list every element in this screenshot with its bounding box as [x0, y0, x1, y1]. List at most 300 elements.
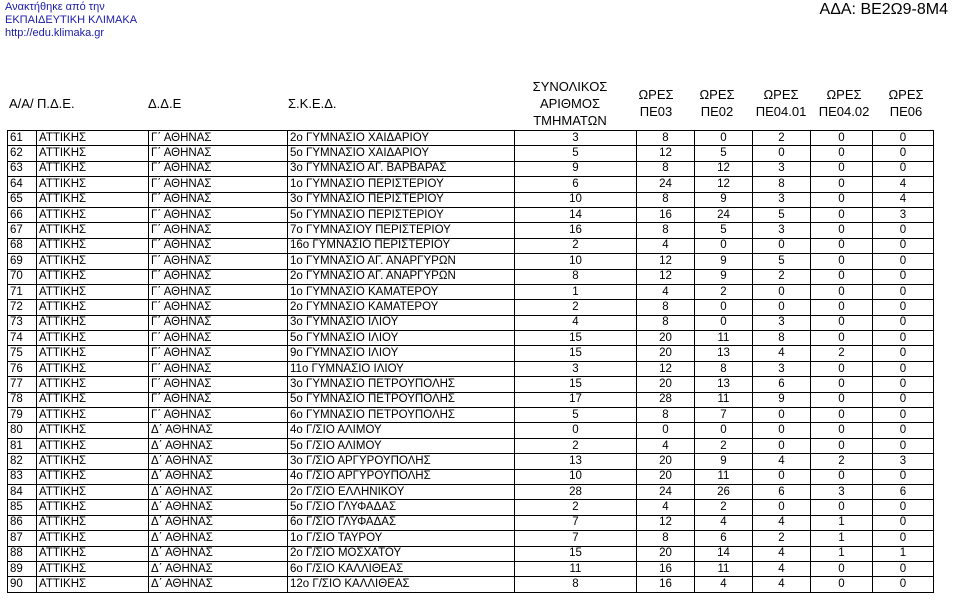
cell-hours-pe02: 9 [695, 269, 753, 284]
cell-row-number: 88 [8, 546, 37, 561]
cell-total-sections: 2 [515, 238, 637, 253]
cell-hours-pe02: 2 [695, 284, 753, 299]
cell-hours-pe0401: 3 [753, 361, 811, 376]
cell-school-name: 2ο Γ/ΣΙΟ ΜΟΣΧΑΤΟΥ [288, 546, 515, 561]
cell-directorate: Γ΄ ΑΘΗΝΑΣ [149, 254, 288, 269]
cell-hours-pe0402: 0 [811, 177, 873, 192]
cell-hours-pe06: 0 [873, 531, 934, 546]
cell-hours-pe0402: 0 [811, 577, 873, 592]
cell-hours-pe02: 2 [695, 438, 753, 453]
cell-row-number: 82 [8, 454, 37, 469]
cell-hours-pe0401: 8 [753, 177, 811, 192]
cell-row-number: 76 [8, 361, 37, 376]
cell-hours-pe06: 6 [873, 484, 934, 499]
cell-hours-pe03: 20 [637, 469, 695, 484]
cell-hours-pe06: 0 [873, 269, 934, 284]
cell-region: ΑΤΤΙΚΗΣ [37, 469, 149, 484]
cell-hours-pe02: 9 [695, 254, 753, 269]
cell-hours-pe0401: 3 [753, 161, 811, 176]
cell-region: ΑΤΤΙΚΗΣ [37, 207, 149, 222]
table-row [8, 238, 934, 253]
cell-hours-pe03: 8 [637, 223, 695, 238]
cell-region: ΑΤΤΙΚΗΣ [37, 269, 149, 284]
cell-region: ΑΤΤΙΚΗΣ [37, 284, 149, 299]
cell-hours-pe0402: 0 [811, 361, 873, 376]
cell-total-sections: 17 [515, 392, 637, 407]
cell-hours-pe02: 11 [695, 331, 753, 346]
cell-region: ΑΤΤΙΚΗΣ [37, 408, 149, 423]
table-row [8, 531, 934, 546]
cell-region: ΑΤΤΙΚΗΣ [37, 161, 149, 176]
cell-region: ΑΤΤΙΚΗΣ [37, 300, 149, 315]
cell-total-sections: 2 [515, 438, 637, 453]
cell-directorate: Γ΄ ΑΘΗΝΑΣ [149, 269, 288, 284]
cell-school-name: 5ο ΓΥΜΝΑΣΙΟ ΠΕΤΡΟΥΠΟΛΗΣ [288, 392, 515, 407]
cell-school-name: 3ο ΓΥΜΝΑΣΙΟ ΙΛΙΟΥ [288, 315, 515, 330]
cell-row-number: 78 [8, 392, 37, 407]
cell-hours-pe0402: 0 [811, 561, 873, 576]
table-row [8, 515, 934, 530]
cell-total-sections: 15 [515, 346, 637, 361]
cell-hours-pe03: 16 [637, 207, 695, 222]
cell-hours-pe06: 4 [873, 177, 934, 192]
cell-hours-pe0401: 0 [753, 500, 811, 515]
cell-total-sections: 10 [515, 254, 637, 269]
table-row [8, 377, 934, 392]
cell-school-name: 2ο ΓΥΜΝΑΣΙΟ ΑΓ. ΑΝΑΡΓΥΡΩΝ [288, 269, 515, 284]
cell-total-sections: 15 [515, 546, 637, 561]
cell-row-number: 89 [8, 561, 37, 576]
cell-hours-pe06: 0 [873, 300, 934, 315]
cell-hours-pe0401: 0 [753, 238, 811, 253]
cell-directorate: Γ΄ ΑΘΗΝΑΣ [149, 131, 288, 146]
cell-total-sections: 0 [515, 423, 637, 438]
cell-school-name: 6ο ΓΥΜΝΑΣΙΟ ΠΕΤΡΟΥΠΟΛΗΣ [288, 408, 515, 423]
header-pe03-label: ΠΕ03 [639, 104, 673, 119]
header-pe02-label: ΠΕ02 [700, 104, 734, 119]
header-hours: ΩΡΕΣ [888, 87, 924, 102]
header-pe0402 [814, 86, 874, 120]
cell-hours-pe03: 8 [637, 315, 695, 330]
cell-hours-pe0401: 0 [753, 300, 811, 315]
cell-hours-pe02: 8 [695, 361, 753, 376]
cell-hours-pe06: 0 [873, 284, 934, 299]
cell-row-number: 81 [8, 438, 37, 453]
cell-school-name: 1ο Γ/ΣΙΟ ΤΑΥΡΟΥ [288, 531, 515, 546]
cell-hours-pe0402: 0 [811, 315, 873, 330]
cell-hours-pe03: 24 [637, 177, 695, 192]
cell-hours-pe0401: 4 [753, 561, 811, 576]
cell-school-name: 6ο Γ/ΣΙΟ ΓΛΥΦΑΔΑΣ [288, 515, 515, 530]
cell-region: ΑΤΤΙΚΗΣ [37, 177, 149, 192]
cell-school-name: 9ο ΓΥΜΝΑΣΙΟ ΙΛΙΟΥ [288, 346, 515, 361]
cell-hours-pe06: 0 [873, 146, 934, 161]
table-row [8, 454, 934, 469]
table-row [8, 161, 934, 176]
header-total [520, 78, 620, 129]
cell-total-sections: 2 [515, 300, 637, 315]
cell-region: ΑΤΤΙΚΗΣ [37, 131, 149, 146]
header-aa: Α/Α/ [9, 96, 34, 111]
cell-school-name: 1ο ΓΥΜΝΑΣΙΟ ΠΕΡΙΣΤΕΡΙΟΥ [288, 177, 515, 192]
cell-hours-pe02: 4 [695, 515, 753, 530]
cell-hours-pe02: 5 [695, 146, 753, 161]
table-row [8, 300, 934, 315]
cell-hours-pe0401: 0 [753, 423, 811, 438]
cell-directorate: Δ΄ ΑΘΗΝΑΣ [149, 546, 288, 561]
cell-hours-pe0402: 0 [811, 223, 873, 238]
cell-region: ΑΤΤΙΚΗΣ [37, 192, 149, 207]
cell-row-number: 62 [8, 146, 37, 161]
watermark [5, 1, 137, 40]
cell-directorate: Γ΄ ΑΘΗΝΑΣ [149, 377, 288, 392]
table-row [8, 577, 934, 592]
table-row [8, 223, 934, 238]
cell-region: ΑΤΤΙΚΗΣ [37, 484, 149, 499]
cell-school-name: 5ο ΓΥΜΝΑΣΙΟ ΧΑΙΔΑΡΙΟΥ [288, 146, 515, 161]
cell-school-name: 11ο ΓΥΜΝΑΣΙΟ ΙΛΙΟΥ [288, 361, 515, 376]
cell-hours-pe0401: 4 [753, 546, 811, 561]
cell-hours-pe0401: 0 [753, 469, 811, 484]
cell-school-name: 3ο ΓΥΜΝΑΣΙΟ ΠΕΤΡΟΥΠΟΛΗΣ [288, 377, 515, 392]
cell-hours-pe06: 1 [873, 546, 934, 561]
cell-hours-pe03: 8 [637, 531, 695, 546]
table-row [8, 361, 934, 376]
table-row [8, 346, 934, 361]
cell-hours-pe0402: 0 [811, 377, 873, 392]
cell-hours-pe02: 0 [695, 315, 753, 330]
cell-hours-pe03: 24 [637, 484, 695, 499]
cell-region: ΑΤΤΙΚΗΣ [37, 500, 149, 515]
cell-hours-pe03: 12 [637, 146, 695, 161]
cell-hours-pe03: 16 [637, 577, 695, 592]
cell-school-name: 12ο Γ/ΣΙΟ ΚΑΛΛΙΘΕΑΣ [288, 577, 515, 592]
cell-hours-pe0402: 0 [811, 392, 873, 407]
cell-school-name: 2ο Γ/ΣΙΟ ΕΛΛΗΝΙΚΟΥ [288, 484, 515, 499]
cell-total-sections: 9 [515, 161, 637, 176]
cell-hours-pe06: 0 [873, 346, 934, 361]
cell-hours-pe02: 11 [695, 561, 753, 576]
header-pe03 [630, 86, 682, 120]
cell-directorate: Γ΄ ΑΘΗΝΑΣ [149, 146, 288, 161]
cell-total-sections: 10 [515, 192, 637, 207]
table-row [8, 131, 934, 146]
table-row [8, 408, 934, 423]
header-hours: ΩΡΕΣ [826, 87, 862, 102]
cell-total-sections: 6 [515, 177, 637, 192]
header-pe0402-label: ΠΕ04.02 [818, 104, 870, 119]
cell-hours-pe03: 20 [637, 331, 695, 346]
table-row [8, 546, 934, 561]
cell-hours-pe02: 9 [695, 454, 753, 469]
cell-hours-pe0401: 2 [753, 131, 811, 146]
cell-hours-pe03: 4 [637, 284, 695, 299]
cell-school-name: 16ο ΓΥΜΝΑΣΙΟ ΠΕΡΙΣΤΕΡΙΟΥ [288, 238, 515, 253]
cell-hours-pe0401: 3 [753, 223, 811, 238]
cell-school-name: 6ο Γ/ΣΙΟ ΚΑΛΛΙΘΕΑΣ [288, 561, 515, 576]
cell-hours-pe0402: 0 [811, 331, 873, 346]
cell-total-sections: 5 [515, 408, 637, 423]
cell-hours-pe0402: 0 [811, 131, 873, 146]
cell-hours-pe0402: 1 [811, 515, 873, 530]
header-pe0401 [751, 86, 811, 120]
cell-hours-pe0402: 0 [811, 438, 873, 453]
cell-school-name: 5ο Γ/ΣΙΟ ΑΛΙΜΟΥ [288, 438, 515, 453]
cell-total-sections: 14 [515, 207, 637, 222]
cell-school-name: 1ο ΓΥΜΝΑΣΙΟ ΚΑΜΑΤΕΡΟΥ [288, 284, 515, 299]
cell-hours-pe03: 8 [637, 131, 695, 146]
table-row [8, 315, 934, 330]
cell-hours-pe0402: 0 [811, 254, 873, 269]
cell-hours-pe02: 5 [695, 223, 753, 238]
cell-hours-pe0401: 0 [753, 284, 811, 299]
cell-hours-pe06: 3 [873, 454, 934, 469]
cell-directorate: Δ΄ ΑΘΗΝΑΣ [149, 515, 288, 530]
cell-school-name: 4ο Γ/ΣΙΟ ΑΡΓΥΡΟΥΠΟΛΗΣ [288, 469, 515, 484]
cell-school-name: 3ο ΓΥΜΝΑΣΙΟ ΑΓ. ΒΑΡΒΑΡΑΣ [288, 161, 515, 176]
cell-hours-pe02: 6 [695, 531, 753, 546]
cell-hours-pe0401: 3 [753, 315, 811, 330]
cell-directorate: Γ΄ ΑΘΗΝΑΣ [149, 331, 288, 346]
cell-hours-pe02: 0 [695, 238, 753, 253]
cell-school-name: 5ο ΓΥΜΝΑΣΙΟ ΠΕΡΙΣΤΕΡΙΟΥ [288, 207, 515, 222]
cell-row-number: 84 [8, 484, 37, 499]
cell-hours-pe0401: 4 [753, 346, 811, 361]
cell-region: ΑΤΤΙΚΗΣ [37, 531, 149, 546]
cell-hours-pe03: 4 [637, 500, 695, 515]
cell-hours-pe02: 0 [695, 131, 753, 146]
cell-hours-pe02: 14 [695, 546, 753, 561]
cell-directorate: Δ΄ ΑΘΗΝΑΣ [149, 454, 288, 469]
cell-directorate: Δ΄ ΑΘΗΝΑΣ [149, 438, 288, 453]
cell-directorate: Γ΄ ΑΘΗΝΑΣ [149, 238, 288, 253]
cell-hours-pe0402: 0 [811, 192, 873, 207]
table-row [8, 269, 934, 284]
cell-directorate: Γ΄ ΑΘΗΝΑΣ [149, 300, 288, 315]
cell-row-number: 87 [8, 531, 37, 546]
cell-row-number: 77 [8, 377, 37, 392]
cell-directorate: Γ΄ ΑΘΗΝΑΣ [149, 346, 288, 361]
cell-total-sections: 15 [515, 377, 637, 392]
cell-hours-pe02: 13 [695, 346, 753, 361]
cell-hours-pe0401: 4 [753, 577, 811, 592]
header-pde: Π.Δ.Ε. [37, 96, 75, 111]
cell-region: ΑΤΤΙΚΗΣ [37, 377, 149, 392]
cell-hours-pe06: 3 [873, 207, 934, 222]
cell-row-number: 79 [8, 408, 37, 423]
cell-row-number: 85 [8, 500, 37, 515]
cell-hours-pe0402: 3 [811, 484, 873, 499]
cell-hours-pe0402: 0 [811, 238, 873, 253]
cell-school-name: 2ο ΓΥΜΝΑΣΙΟ ΚΑΜΑΤΕΡΟΥ [288, 300, 515, 315]
cell-hours-pe0402: 0 [811, 469, 873, 484]
cell-hours-pe02: 26 [695, 484, 753, 499]
cell-total-sections: 5 [515, 146, 637, 161]
cell-hours-pe06: 0 [873, 161, 934, 176]
cell-directorate: Γ΄ ΑΘΗΝΑΣ [149, 315, 288, 330]
cell-region: ΑΤΤΙΚΗΣ [37, 238, 149, 253]
cell-directorate: Δ΄ ΑΘΗΝΑΣ [149, 531, 288, 546]
header-pe0401-label: ΠΕ04.01 [755, 104, 807, 119]
cell-hours-pe0402: 2 [811, 346, 873, 361]
cell-school-name: 2ο ΓΥΜΝΑΣΙΟ ΧΑΙΔΑΡΙΟΥ [288, 131, 515, 146]
cell-hours-pe0401: 0 [753, 438, 811, 453]
cell-hours-pe06: 0 [873, 423, 934, 438]
table-body [8, 131, 934, 593]
cell-hours-pe03: 12 [637, 254, 695, 269]
cell-row-number: 83 [8, 469, 37, 484]
header-hours: ΩΡΕΣ [763, 87, 799, 102]
table-row [8, 192, 934, 207]
cell-hours-pe06: 0 [873, 361, 934, 376]
cell-hours-pe0402: 0 [811, 207, 873, 222]
watermark-link[interactable]: http://edu.klimaka.gr [5, 27, 105, 39]
cell-hours-pe0401: 2 [753, 269, 811, 284]
cell-hours-pe0402: 0 [811, 269, 873, 284]
cell-hours-pe06: 0 [873, 408, 934, 423]
cell-row-number: 71 [8, 284, 37, 299]
cell-hours-pe0401: 4 [753, 454, 811, 469]
cell-hours-pe0401: 8 [753, 331, 811, 346]
cell-hours-pe03: 12 [637, 269, 695, 284]
cell-hours-pe03: 20 [637, 454, 695, 469]
cell-directorate: Δ΄ ΑΘΗΝΑΣ [149, 423, 288, 438]
header-total-1: ΣΥΝΟΛΙΚΟΣ [532, 79, 608, 94]
cell-region: ΑΤΤΙΚΗΣ [37, 438, 149, 453]
header-dde: Δ.Δ.Ε [148, 96, 182, 111]
table-row [8, 469, 934, 484]
cell-hours-pe06: 0 [873, 561, 934, 576]
cell-hours-pe02: 11 [695, 392, 753, 407]
cell-directorate: Γ΄ ΑΘΗΝΑΣ [149, 392, 288, 407]
cell-hours-pe0401: 4 [753, 515, 811, 530]
cell-hours-pe03: 8 [637, 408, 695, 423]
cell-hours-pe0401: 0 [753, 408, 811, 423]
cell-directorate: Γ΄ ΑΘΗΝΑΣ [149, 223, 288, 238]
cell-hours-pe06: 0 [873, 131, 934, 146]
cell-total-sections: 2 [515, 500, 637, 515]
cell-hours-pe03: 12 [637, 515, 695, 530]
cell-region: ΑΤΤΙΚΗΣ [37, 423, 149, 438]
cell-hours-pe02: 0 [695, 423, 753, 438]
cell-school-name: 1ο ΓΥΜΝΑΣΙΟ ΑΓ. ΑΝΑΡΓΥΡΩΝ [288, 254, 515, 269]
cell-directorate: Δ΄ ΑΘΗΝΑΣ [149, 500, 288, 515]
cell-region: ΑΤΤΙΚΗΣ [37, 561, 149, 576]
schools-table [7, 130, 934, 593]
table-row [8, 392, 934, 407]
cell-directorate: Γ΄ ΑΘΗΝΑΣ [149, 284, 288, 299]
cell-hours-pe03: 20 [637, 546, 695, 561]
cell-hours-pe0402: 1 [811, 531, 873, 546]
cell-hours-pe0402: 0 [811, 161, 873, 176]
cell-total-sections: 11 [515, 561, 637, 576]
cell-hours-pe0401: 9 [753, 392, 811, 407]
table-row [8, 254, 934, 269]
cell-row-number: 61 [8, 131, 37, 146]
cell-total-sections: 1 [515, 284, 637, 299]
cell-hours-pe06: 0 [873, 223, 934, 238]
header-hours: ΩΡΕΣ [638, 87, 674, 102]
cell-row-number: 80 [8, 423, 37, 438]
cell-hours-pe06: 0 [873, 500, 934, 515]
cell-school-name: 7ο ΓΥΜΝΑΣΙΟΥ ΠΕΡΙΣΤΕΡΙΟΥ [288, 223, 515, 238]
cell-row-number: 69 [8, 254, 37, 269]
cell-row-number: 68 [8, 238, 37, 253]
cell-hours-pe03: 12 [637, 361, 695, 376]
cell-school-name: 3ο ΓΥΜΝΑΣΙΟ ΠΕΡΙΣΤΕΡΙΟΥ [288, 192, 515, 207]
cell-row-number: 63 [8, 161, 37, 176]
cell-hours-pe0401: 5 [753, 207, 811, 222]
table-row [8, 484, 934, 499]
cell-directorate: Γ΄ ΑΘΗΝΑΣ [149, 361, 288, 376]
cell-directorate: Γ΄ ΑΘΗΝΑΣ [149, 161, 288, 176]
cell-hours-pe03: 8 [637, 161, 695, 176]
cell-hours-pe03: 4 [637, 238, 695, 253]
cell-hours-pe03: 0 [637, 423, 695, 438]
cell-hours-pe06: 0 [873, 238, 934, 253]
cell-directorate: Γ΄ ΑΘΗΝΑΣ [149, 408, 288, 423]
cell-total-sections: 16 [515, 223, 637, 238]
cell-directorate: Δ΄ ΑΘΗΝΑΣ [149, 561, 288, 576]
ada-code: ΑΔΑ: ΒΕ2Ω9-8Μ4 [819, 1, 948, 18]
cell-directorate: Γ΄ ΑΘΗΝΑΣ [149, 177, 288, 192]
header-skes: Σ.Κ.Ε.Δ. [288, 96, 337, 111]
cell-hours-pe06: 0 [873, 315, 934, 330]
cell-row-number: 73 [8, 315, 37, 330]
cell-directorate: Δ΄ ΑΘΗΝΑΣ [149, 484, 288, 499]
cell-hours-pe06: 0 [873, 438, 934, 453]
cell-hours-pe0402: 0 [811, 300, 873, 315]
table-row [8, 207, 934, 222]
table-row [8, 561, 934, 576]
cell-hours-pe0402: 0 [811, 500, 873, 515]
header-total-3: ΤΜΗΜΑΤΩΝ [533, 113, 607, 128]
cell-hours-pe0401: 0 [753, 146, 811, 161]
table-row [8, 438, 934, 453]
cell-total-sections: 28 [515, 484, 637, 499]
cell-total-sections: 7 [515, 531, 637, 546]
cell-row-number: 74 [8, 331, 37, 346]
cell-hours-pe03: 4 [637, 438, 695, 453]
cell-hours-pe02: 12 [695, 177, 753, 192]
cell-region: ΑΤΤΙΚΗΣ [37, 361, 149, 376]
cell-row-number: 65 [8, 192, 37, 207]
cell-hours-pe06: 0 [873, 331, 934, 346]
cell-region: ΑΤΤΙΚΗΣ [37, 254, 149, 269]
cell-school-name: 4ο Γ/ΣΙΟ ΑΛΙΜΟΥ [288, 423, 515, 438]
cell-hours-pe0402: 0 [811, 284, 873, 299]
cell-directorate: Γ΄ ΑΘΗΝΑΣ [149, 192, 288, 207]
cell-region: ΑΤΤΙΚΗΣ [37, 146, 149, 161]
header-pe06-label: ΠΕ06 [889, 104, 923, 119]
table-row [8, 331, 934, 346]
cell-hours-pe03: 20 [637, 377, 695, 392]
cell-hours-pe02: 9 [695, 192, 753, 207]
cell-total-sections: 4 [515, 315, 637, 330]
cell-hours-pe02: 24 [695, 207, 753, 222]
cell-total-sections: 15 [515, 331, 637, 346]
header-pe06 [880, 86, 932, 120]
cell-region: ΑΤΤΙΚΗΣ [37, 454, 149, 469]
cell-hours-pe06: 0 [873, 469, 934, 484]
cell-hours-pe06: 0 [873, 254, 934, 269]
cell-region: ΑΤΤΙΚΗΣ [37, 346, 149, 361]
cell-hours-pe03: 28 [637, 392, 695, 407]
table-row [8, 500, 934, 515]
cell-hours-pe0401: 6 [753, 484, 811, 499]
cell-total-sections: 7 [515, 515, 637, 530]
cell-hours-pe06: 4 [873, 192, 934, 207]
